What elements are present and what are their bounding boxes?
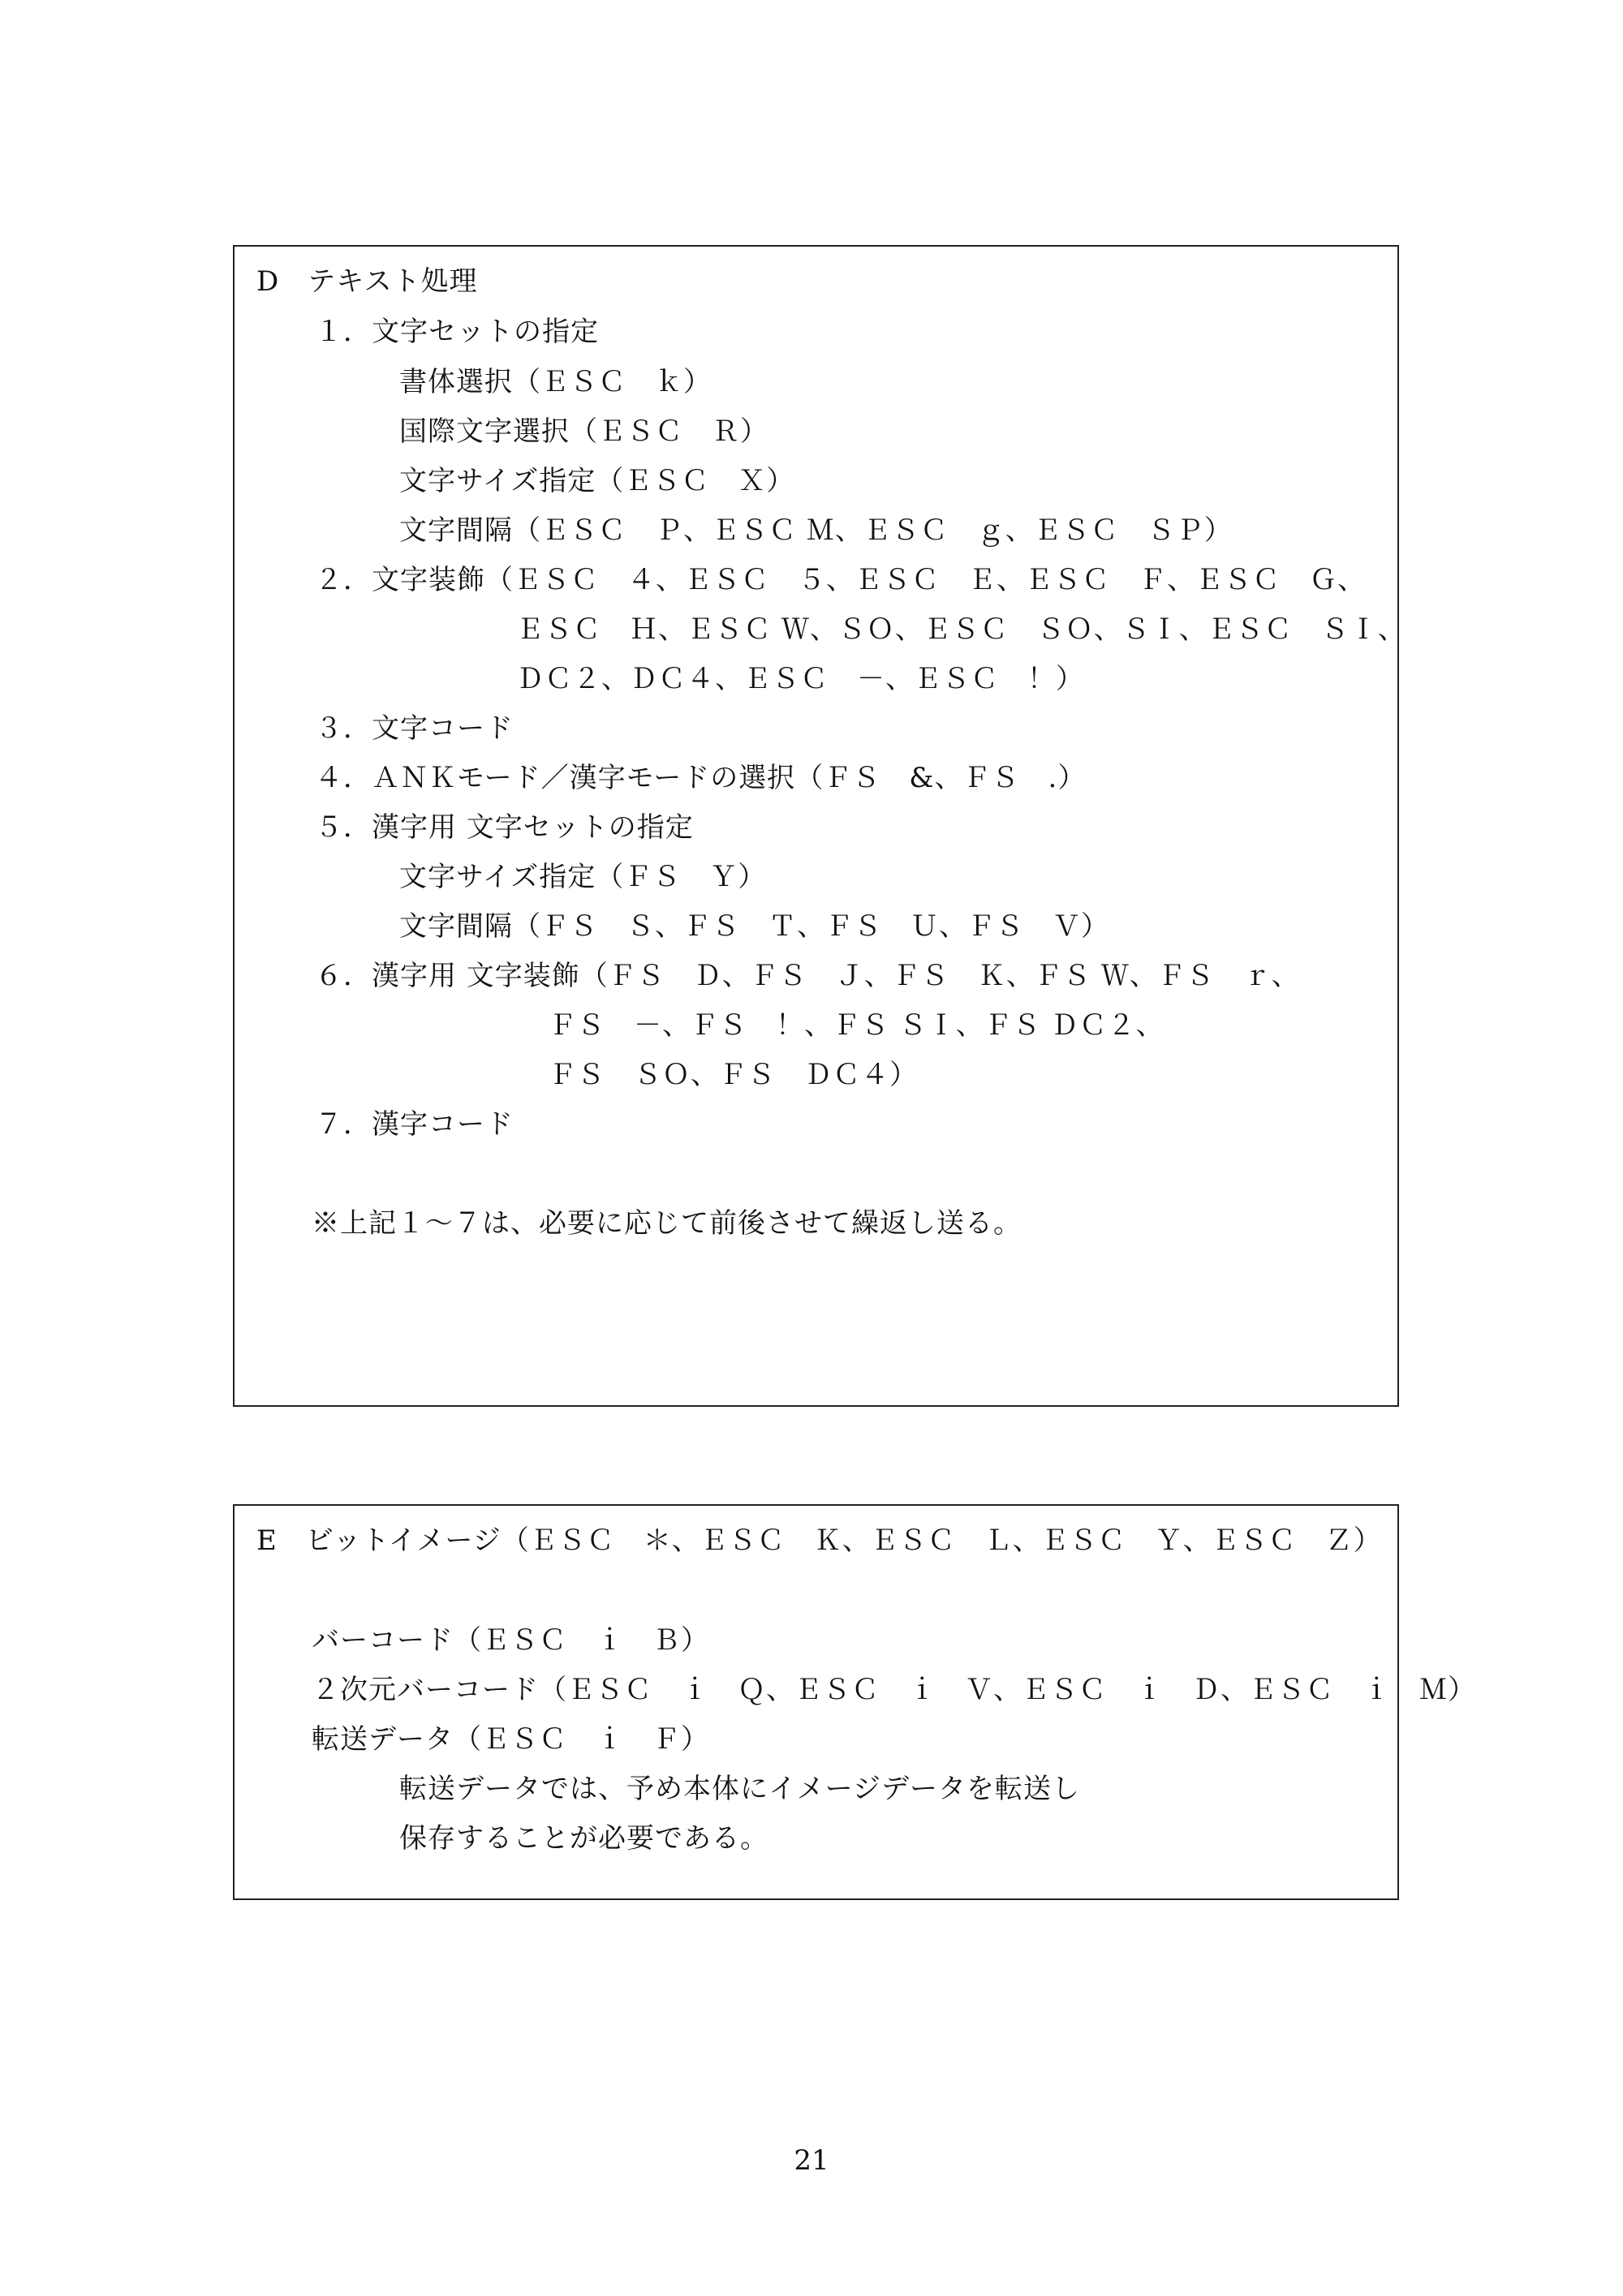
item-1-sub-2: 国際文字選択（ＥＳＣ Ｒ） (399, 415, 768, 448)
section-e-heading: E ビットイメージ（ＥＳＣ ＊、ＥＳＣ Ｋ、ＥＳＣ Ｌ、ＥＳＣ Ｙ、ＥＳＣ Ｚ） (256, 1524, 1382, 1557)
item-6: ６．漢字用 文字装飾（ＦＳ Ｄ、ＦＳ Ｊ、ＦＳ Ｋ、ＦＳ Ｗ、ＦＳ ｒ、 (315, 960, 1300, 992)
item-4: ４．ＡＮＫモード／漢字モードの選択（ＦＳ &、ＦＳ .） (315, 762, 1087, 794)
item-5-sub-1: 文字サイズ指定（ＦＳ Ｙ） (399, 861, 767, 893)
item-6-cont-1: ＦＳ －、ＦＳ ！、ＦＳ ＳＩ、ＦＳ ＤＣ２、 (549, 1009, 1165, 1042)
item-2-cont-2: ＤＣ２、ＤＣ４、ＥＳＣ －、ＥＳＣ ！） (516, 663, 1084, 695)
item-1-sub-3: 文字サイズ指定（ＥＳＣ Ｘ） (399, 465, 795, 497)
section-e-barcode: バーコード（ＥＳＣ ｉ Ｂ） (312, 1624, 709, 1657)
item-5-sub-2: 文字間隔（ＦＳ Ｓ、ＦＳ Ｔ、ＦＳ Ｕ、ＦＳ Ｖ） (399, 910, 1109, 943)
section-d-note: ※上記１～７は、必要に応じて前後させて繰返し送る。 (312, 1207, 1022, 1240)
page-number: 21 (794, 2144, 829, 2177)
section-d-heading: D テキスト処理 (256, 265, 478, 298)
section-e-note-1: 転送データでは、予め本体にイメージデータを転送し (399, 1773, 1080, 1805)
section-e-transfer-data: 転送データ（ＥＳＣ ｉ Ｆ） (312, 1723, 709, 1756)
section-e-note-2: 保存することが必要である。 (399, 1822, 768, 1855)
item-7: ７．漢字コード (315, 1108, 514, 1141)
item-2-cont-1: ＥＳＣ Ｈ、ＥＳＣ Ｗ、ＳＯ、ＥＳＣ ＳＯ、ＳＩ、ＥＳＣ ＳＩ、 (516, 613, 1406, 646)
item-1-sub-4: 文字間隔（ＥＳＣ Ｐ、ＥＳＣ Ｍ、ＥＳＣ ｇ、ＥＳＣ ＳＰ） (399, 514, 1233, 547)
item-6-cont-2: ＦＳ ＳＯ、ＦＳ ＤＣ４） (549, 1059, 918, 1091)
item-3: ３．文字コード (315, 712, 514, 745)
item-2: ２．文字装飾（ＥＳＣ ４、ＥＳＣ ５、ＥＳＣ Ｅ、ＥＳＣ Ｆ、ＥＳＣ Ｇ、 (315, 564, 1366, 596)
item-5: ５．漢字用 文字セットの指定 (315, 811, 694, 844)
item-1: １．文字セットの指定 (315, 316, 599, 348)
section-e-2d-barcode: ２次元バーコード（ＥＳＣ ｉ Ｑ、ＥＳＣ ｉ Ｖ、ＥＳＣ ｉ Ｄ、ＥＳＣ ｉ Ｍ） (312, 1674, 1476, 1706)
item-1-sub-1: 書体選択（ＥＳＣ ｋ） (399, 366, 712, 398)
